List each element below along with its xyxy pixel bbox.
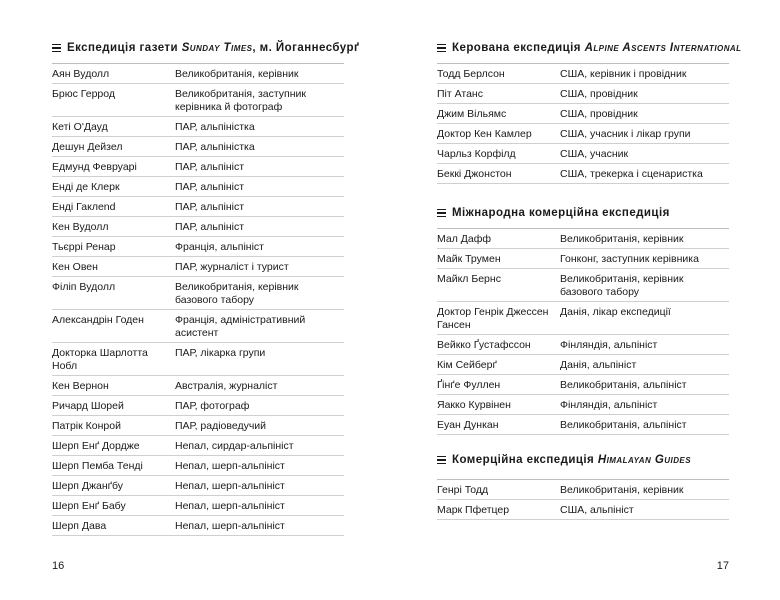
table-row: [437, 375, 729, 395]
member-name: Кен Вудолл: [52, 221, 109, 233]
member-table: [437, 479, 729, 520]
member-role: США, учасник і лікар групи: [560, 128, 691, 140]
member-role: Великобританія, керівник базового табору: [175, 281, 299, 306]
page-number: 17: [716, 560, 729, 572]
member-name: Кеті О'Дауд: [52, 121, 108, 133]
member-name: Майк Трумен: [437, 253, 501, 265]
member-table: [52, 63, 344, 536]
member-role: ПАР, альпініст: [175, 201, 245, 213]
section-heading-international-commercial: [437, 207, 729, 219]
page-number: 16: [52, 560, 65, 572]
member-role: Непал, шерп-альпініст: [175, 480, 285, 492]
table-row: [437, 355, 729, 375]
member-name: Шерп Енґ Дордже: [52, 440, 140, 452]
table-row: [437, 395, 729, 415]
member-name: Вейкко Ґустафссон: [437, 339, 531, 351]
member-name: Піт Атанс: [437, 88, 483, 100]
table-row: [437, 144, 729, 164]
member-name: Кен Вернон: [52, 380, 109, 392]
table-row: [437, 104, 729, 124]
member-name: Тьєррі Ренар: [52, 241, 116, 253]
table-row: [52, 137, 344, 157]
member-name: Шерп Пемба Тенді: [52, 460, 143, 472]
member-role: ПАР, журналіст і турист: [175, 261, 289, 273]
member-name: Доктор Генрік Джессен Гансен: [437, 306, 549, 331]
table-row: [52, 496, 344, 516]
member-name: Шерп Енґ Бабу: [52, 500, 126, 512]
member-role: ПАР, лікарка групи: [175, 347, 266, 359]
table-row: [52, 376, 344, 396]
table-row: [52, 117, 344, 137]
section-heading-alpine-ascents: [437, 42, 742, 54]
table-row: [52, 310, 344, 343]
table-row: [437, 84, 729, 104]
member-role: Франція, адміністративний асистент: [175, 314, 306, 339]
heading-text: Експедиція газети: [67, 42, 182, 54]
member-name: Кен Овен: [52, 261, 98, 273]
member-name: Джим Вільямс: [437, 108, 507, 120]
member-role: США, провідник: [560, 108, 638, 120]
table-row: [437, 269, 729, 302]
table-row: [52, 84, 344, 117]
table-row: [437, 335, 729, 355]
member-name: Доктор Кен Камлер: [437, 128, 532, 140]
table-row: [52, 217, 344, 237]
member-role: Фінляндія, альпініст: [560, 399, 658, 411]
member-role: ПАР, альпініст: [175, 161, 245, 173]
member-role: Великобританія, заступник керівника й фотограф: [175, 88, 306, 113]
member-role: США, учасник: [560, 148, 629, 160]
table-row: [52, 343, 344, 376]
table-row: [437, 63, 729, 84]
member-name: Шерп Дава: [52, 520, 107, 532]
table-row: [52, 237, 344, 257]
table-row: [52, 197, 344, 217]
member-role: ПАР, альпініст: [175, 221, 245, 233]
heading-tail-text: , м. Йоганнесбурґ: [252, 42, 360, 54]
member-role: ПАР, альпіністка: [175, 121, 255, 133]
table-row: [52, 456, 344, 476]
member-role: Данія, альпініст: [560, 359, 637, 371]
member-role: Австралія, журналіст: [175, 380, 278, 392]
member-name: Александрін Годен: [52, 314, 144, 326]
member-role: Гонконг, заступник керівника: [560, 253, 699, 265]
member-name: Шерп Джанґбу: [52, 480, 124, 492]
table-row: [437, 415, 729, 435]
member-name: Дешун Дейзел: [52, 141, 123, 153]
table-row: [437, 228, 729, 249]
member-name: Докторка Шарлотта Нобл: [52, 347, 148, 372]
member-role: США, альпініст: [560, 504, 634, 516]
heading-italic-text: Alpine Ascents International: [584, 42, 742, 54]
member-role: Франція, альпініст: [175, 241, 264, 253]
member-role: Непал, шерп-альпініст: [175, 520, 285, 532]
member-name: Майкл Бернс: [437, 273, 501, 285]
member-table: [437, 63, 729, 184]
section-heading-sunday-times: [52, 42, 360, 54]
table-row: [52, 63, 344, 84]
table-row: [437, 249, 729, 269]
list-bullet-icon: [52, 42, 61, 54]
table-row: [437, 164, 729, 184]
table-row: [52, 257, 344, 277]
table-row: [437, 500, 729, 520]
member-name: Беккі Джонстон: [437, 168, 512, 180]
member-role: Непал, шерп-альпініст: [175, 460, 285, 472]
member-role: Великобританія, керівник базового табору: [560, 273, 684, 298]
member-name: Ґінґе Фуллен: [437, 379, 501, 391]
table-row: [52, 157, 344, 177]
member-role: Великобританія, керівник: [560, 233, 684, 245]
member-role: Великобританія, альпініст: [560, 379, 687, 391]
table-row: [52, 416, 344, 436]
member-role: Непал, шерп-альпініст: [175, 500, 285, 512]
member-name: Марк Пфетцер: [437, 504, 510, 516]
member-role: США, трекерка і сценаристка: [560, 168, 703, 180]
member-table: [437, 228, 729, 435]
table-row: [52, 436, 344, 456]
heading-italic-text: Sunday Times: [181, 42, 253, 54]
member-name: Брюс Геррод: [52, 88, 116, 100]
member-role: Данія, лікар експедиції: [560, 306, 671, 318]
member-name: Енді де Клерк: [52, 181, 120, 193]
member-name: Едмунд Февруарі: [52, 161, 137, 173]
member-name: Еуан Дункан: [437, 419, 499, 431]
member-role: ПАР, радіоведучий: [175, 420, 267, 432]
member-role: Великобританія, керівник: [560, 484, 684, 496]
heading-text: Міжнародна комерційна експедиція: [452, 207, 670, 219]
table-row: [437, 124, 729, 144]
section-heading-himalayan-guides: [437, 454, 729, 466]
member-name: Енді Гаклend: [52, 201, 116, 213]
list-bullet-icon: [437, 207, 446, 219]
member-name: Кім Сейберґ: [437, 359, 497, 371]
member-name: Патрік Конрой: [52, 420, 121, 432]
member-role: ПАР, альпініст: [175, 181, 245, 193]
heading-italic-text: Himalayan Guides: [597, 454, 692, 466]
member-name: Аян Вудолл: [52, 68, 110, 80]
table-row: [437, 479, 729, 500]
heading-text: Комерційна експедиція: [452, 454, 598, 466]
table-row: [52, 476, 344, 496]
member-name: Генрі Тодд: [437, 484, 489, 496]
table-row: [52, 516, 344, 536]
member-role: США, керівник і провідник: [560, 68, 687, 80]
member-name: Яакко Курвінен: [437, 399, 511, 411]
member-role: Великобританія, альпініст: [560, 419, 687, 431]
table-row: [437, 302, 729, 335]
heading-text: Керована експедиція: [452, 42, 585, 54]
list-bullet-icon: [437, 42, 446, 54]
member-role: ПАР, альпіністка: [175, 141, 255, 153]
list-bullet-icon: [437, 454, 446, 466]
table-row: [52, 277, 344, 310]
table-row: [52, 396, 344, 416]
member-name: Філіп Вудолл: [52, 281, 116, 293]
member-role: Фінляндія, альпініст: [560, 339, 658, 351]
member-role: ПАР, фотограф: [175, 400, 250, 412]
table-row: [52, 177, 344, 197]
member-name: Чарльз Корфілд: [437, 148, 516, 160]
member-name: Ричард Шорей: [52, 400, 124, 412]
member-name: Мал Дафф: [437, 233, 491, 245]
member-name: Тодд Берлсон: [437, 68, 505, 80]
member-role: США, провідник: [560, 88, 638, 100]
member-role: Великобританія, керівник: [175, 68, 299, 80]
member-role: Непал, сирдар-альпініст: [175, 440, 294, 452]
